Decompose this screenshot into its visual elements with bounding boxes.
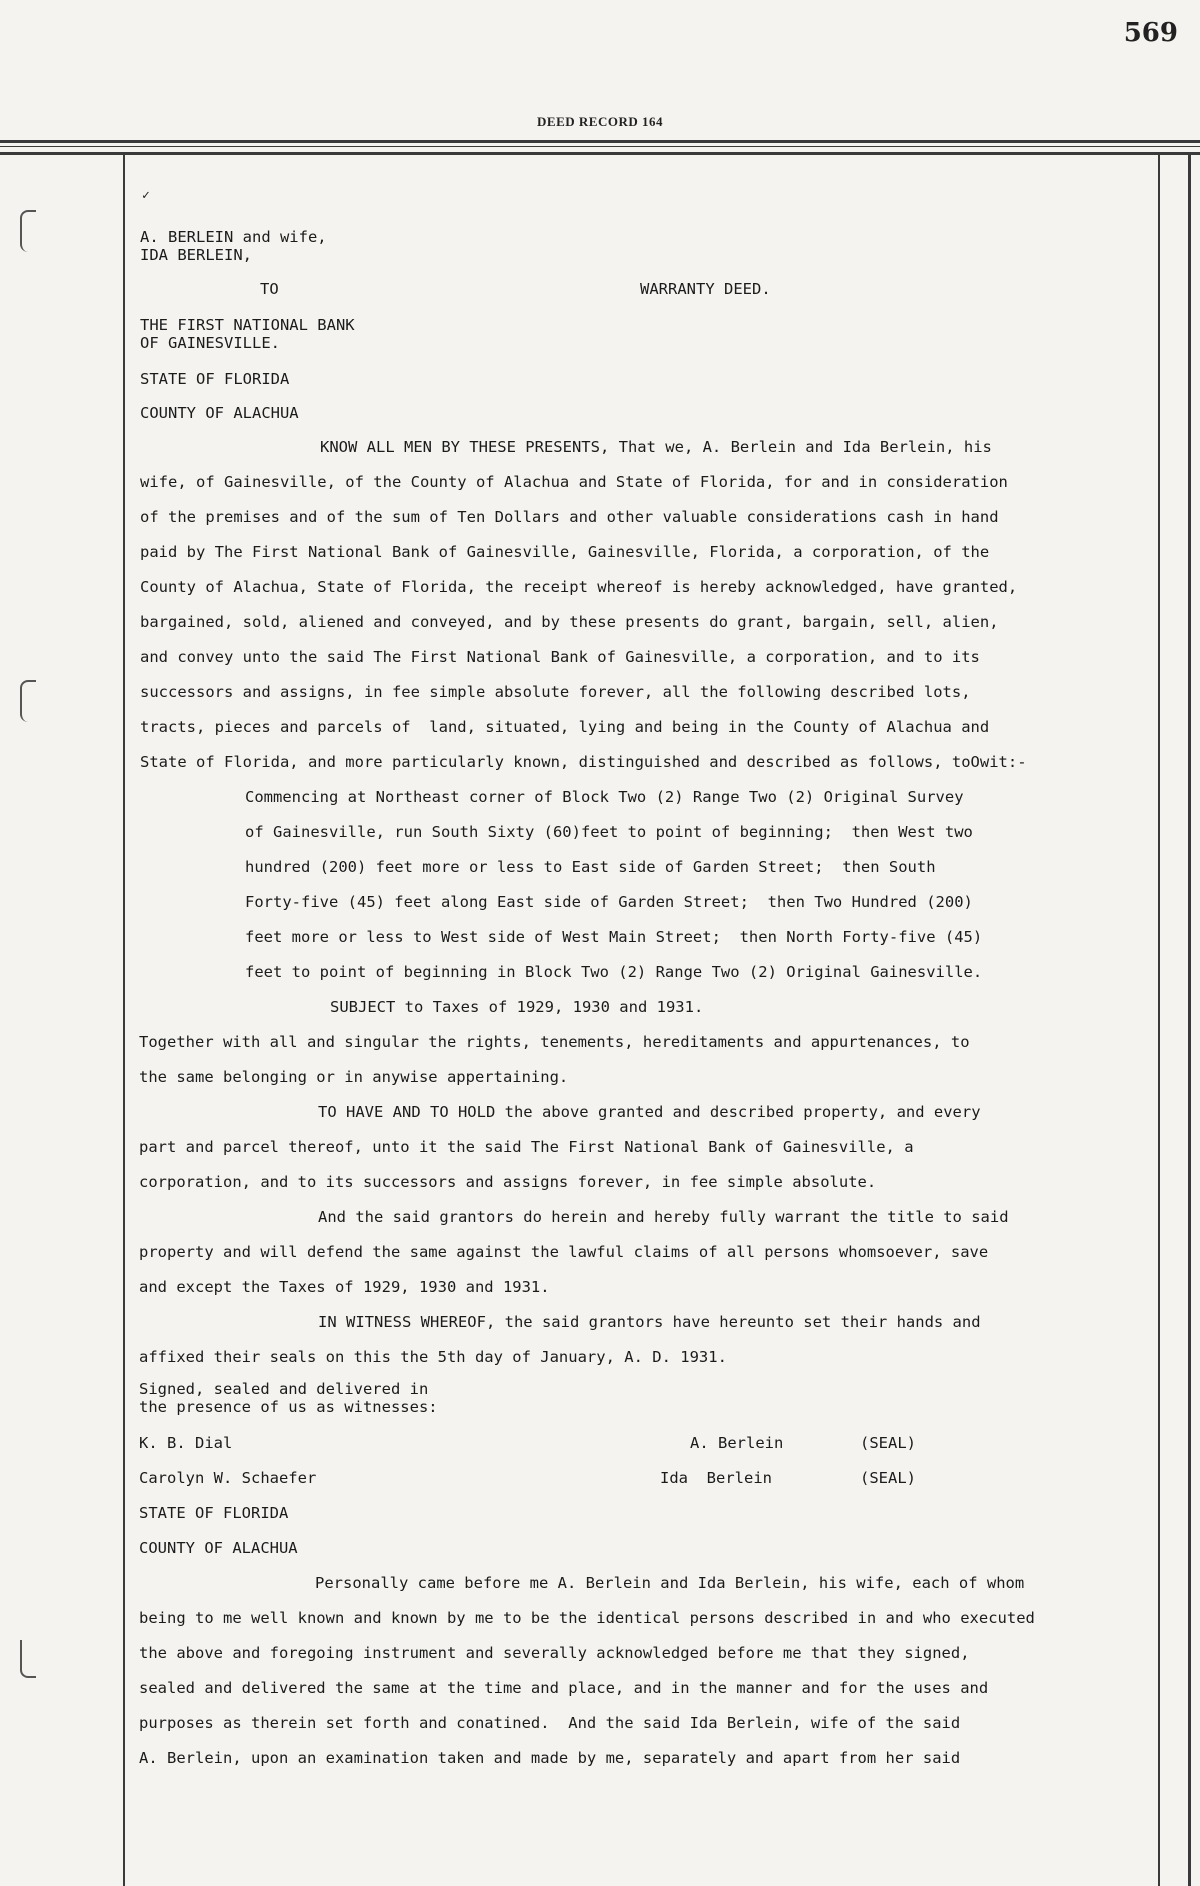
description-line: Commencing at Northeast corner of Block Two (2) Range Two (2) Original Survey	[245, 788, 964, 806]
acknowledgment-line: being to me well known and known by me to be the identical persons described in and who executed	[139, 1609, 1035, 1627]
witness-line: IN WITNESS WHEREOF, the said grantors have hereunto set their hands and	[318, 1313, 981, 1331]
right-margin-rule	[1158, 155, 1160, 1886]
body-line: State of Florida, and more particularly known, distinguished and described as follows, toOwit:-	[140, 753, 1027, 771]
body-line: successors and assigns, in fee simple absolute forever, all the following described lots,	[140, 683, 971, 701]
acknowledgment-line: the above and foregoing instrument and severally acknowledged before me that they signed,	[139, 1644, 970, 1662]
habendum-line: TO HAVE AND TO HOLD the above granted and described property, and every	[318, 1103, 981, 1121]
description-line: Forty-five (45) feet along East side of Garden Street; then Two Hundred (200)	[245, 893, 973, 911]
seal-label: (SEAL)	[860, 1469, 916, 1487]
acknowledgment-line: purposes as therein set forth and conatined. And the said Ida Berlein, wife of the said	[139, 1714, 961, 1732]
warranty-line: And the said grantors do herein and hereby fully warrant the title to said	[318, 1208, 1009, 1226]
page-number: 569	[1123, 18, 1178, 48]
ack-county-heading: COUNTY OF ALACHUA	[139, 1539, 298, 1557]
body-line: paid by The First National Bank of Gainesville, Gainesville, Florida, a corporation, of the	[140, 543, 990, 561]
to-label: TO	[260, 280, 279, 298]
binder-hole-mark	[20, 680, 36, 722]
record-title: DEED RECORD 164	[537, 114, 663, 129]
witness-signature: Carolyn W. Schaefer	[139, 1469, 317, 1487]
grantee-name: THE FIRST NATIONAL BANK	[140, 316, 355, 334]
description-line: feet to point of beginning in Block Two (2) Range Two (2) Original Gainesville.	[245, 963, 983, 981]
header-rule	[0, 152, 1200, 155]
grantor-signature: A. Berlein	[690, 1434, 784, 1452]
acknowledgment-line: A. Berlein, upon an examination taken and made by me, separately and apart from her said	[139, 1749, 961, 1767]
seal-label: (SEAL)	[860, 1434, 916, 1452]
witness-signature: K. B. Dial	[139, 1434, 233, 1452]
signed-line: the presence of us as witnesses:	[139, 1398, 438, 1416]
signed-line: Signed, sealed and delivered in	[139, 1380, 429, 1398]
description-line: hundred (200) feet more or less to East side of Garden Street; then South	[245, 858, 936, 876]
deed-type: WARRANTY DEED.	[640, 280, 771, 298]
body-line: County of Alachua, State of Florida, the receipt whereof is hereby acknowledged, have granted,	[140, 578, 1018, 596]
binder-hole-mark	[20, 210, 36, 252]
binder-hole-mark	[20, 1640, 36, 1678]
header-rule	[0, 140, 1200, 143]
subject-line: SUBJECT to Taxes of 1929, 1930 and 1931.	[330, 998, 704, 1016]
habendum-line: corporation, and to its successors and assigns forever, in fee simple absolute.	[139, 1173, 877, 1191]
body-line: of the premises and of the sum of Ten Dollars and other valuable considerations cash in hand	[140, 508, 999, 526]
grantor-signature: Ida Berlein	[660, 1469, 772, 1487]
left-margin-rule	[123, 155, 125, 1886]
description-line: of Gainesville, run South Sixty (60)feet to point of beginning; then West two	[245, 823, 973, 841]
body-line: and convey unto the said The First National Bank of Gainesville, a corporation, and to its	[140, 648, 980, 666]
check-mark: ✓	[142, 188, 150, 203]
body-line: tracts, pieces and parcels of land, situated, lying and being in the County of Alachua and	[140, 718, 990, 736]
acknowledgment-line: Personally came before me A. Berlein and Ida Berlein, his wife, each of whom	[315, 1574, 1025, 1592]
together-line: the same belonging or in anywise appertaining.	[139, 1068, 569, 1086]
grantee-name: OF GAINESVILLE.	[140, 334, 280, 352]
ack-state-heading: STATE OF FLORIDA	[139, 1504, 289, 1522]
witness-line: affixed their seals on this the 5th day of January, A. D. 1931.	[139, 1348, 727, 1366]
warranty-line: property and will defend the same against the lawful claims of all persons whomsoever, save	[139, 1243, 989, 1261]
body-line: KNOW ALL MEN BY THESE PRESENTS, That we, A. Berlein and Ida Berlein, his	[320, 438, 992, 456]
state-heading: STATE OF FLORIDA	[140, 370, 290, 388]
header-rule	[0, 146, 1200, 147]
warranty-line: and except the Taxes of 1929, 1930 and 1931.	[139, 1278, 550, 1296]
acknowledgment-line: sealed and delivered the same at the time and place, and in the manner and for the uses and	[139, 1679, 989, 1697]
county-heading: COUNTY OF ALACHUA	[140, 404, 299, 422]
description-line: feet more or less to West side of West Main Street; then North Forty-five (45)	[245, 928, 983, 946]
body-line: wife, of Gainesville, of the County of Alachua and State of Florida, for and in consideration	[140, 473, 1008, 491]
right-edge-rule	[1188, 155, 1191, 1886]
together-line: Together with all and singular the rights, tenements, hereditaments and appurtenances, to	[139, 1033, 970, 1051]
grantor-name: A. BERLEIN and wife,	[140, 228, 327, 246]
body-line: bargained, sold, aliened and conveyed, and by these presents do grant, bargain, sell, alien,	[140, 613, 999, 631]
grantor-name: IDA BERLEIN,	[140, 246, 252, 264]
habendum-line: part and parcel thereof, unto it the said The First National Bank of Gainesville, a	[139, 1138, 914, 1156]
